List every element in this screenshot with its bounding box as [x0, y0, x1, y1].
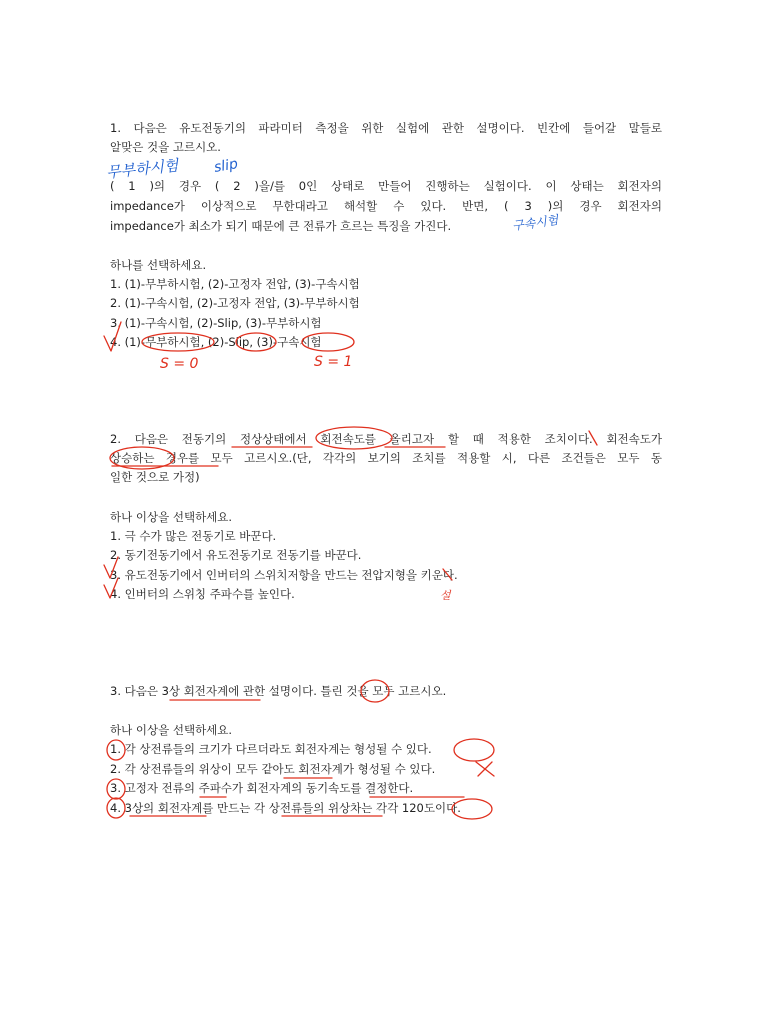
- q1-stem-line-3: ( 1 )의 경우 ( 2 )을/를 0인 상태로 만들어 진행하는 실험이다. 이 상태는 회전자의: [110, 179, 662, 193]
- q1-stem-line-1: 1. 다음은 유도전동기의 파라미터 측정을 위한 실험에 관한 설명이다. 빈칸에 들어갈 말들로: [110, 121, 662, 135]
- q2-stem-line-2: 상승하는 경우를 모두 고르시오.(단, 각각의 보기의 조치를 적용할 시, 다른 조건들은 모두 동: [110, 451, 662, 465]
- q2-stem-line-1: 2. 다음은 전동기의 정상상태에서 회전속도를 올리고자 할 때 적용한 조치이다. 회전속도가: [110, 432, 662, 446]
- handwritten-note-s0: S = 0: [160, 356, 199, 372]
- q2-option-2[interactable]: 2. 동기전동기에서 유도전동기로 전동기를 바꾼다.: [110, 548, 362, 562]
- handwritten-note-noload: 무부하시험: [105, 156, 180, 182]
- q1-option-3[interactable]: 3. (1)-구속시험, (2)-Slip, (3)-무부하시험: [110, 316, 322, 330]
- q2-option-3[interactable]: 3. 유도전동기에서 인버터의 스위치저항을 만드는 전압지형을 키운다.: [110, 568, 458, 582]
- q3-stem-line-1: 3. 다음은 3상 회전자계에 관한 설명이다. 틀린 것을 모두 고르시오.: [110, 684, 447, 698]
- handwritten-note-locked: 구속시험: [511, 212, 560, 234]
- q1-stem-line-4: impedance가 이상적으로 무한대라고 해석할 수 있다. 반면, ( 3 )의 경우 회전자의: [110, 199, 662, 213]
- handwritten-note-slip: slip: [212, 156, 240, 176]
- q1-instruction: 하나를 선택하세요.: [110, 258, 207, 272]
- q3-option-4[interactable]: 4. 3상의 회전자계를 만드는 각 상전류들의 위상차는 각각 120도이다.: [110, 801, 461, 815]
- q3-instruction: 하나 이상을 선택하세요.: [110, 723, 233, 737]
- q2-stem-line-3: 일한 것으로 가정): [110, 470, 200, 484]
- q1-stem-line-5: impedance가 최소가 되기 때문에 큰 전류가 흐르는 특징을 가진다.: [110, 219, 452, 233]
- q2-instruction: 하나 이상을 선택하세요.: [110, 510, 233, 524]
- q2-option-4[interactable]: 4. 인버터의 스위칭 주파수를 높인다.: [110, 587, 295, 601]
- q3-option-2[interactable]: 2. 각 상전류들의 위상이 모두 같아도 회전자계가 형성될 수 있다.: [110, 762, 436, 776]
- q2-option-1[interactable]: 1. 극 수가 많은 전동기로 바꾼다.: [110, 529, 277, 543]
- handwritten-note-s1: S = 1: [314, 354, 353, 370]
- q3-option-1[interactable]: 1. 각 상전류들의 크기가 다르더라도 회전자계는 형성될 수 있다.: [110, 742, 432, 756]
- handwritten-note-q2: 설: [440, 589, 451, 602]
- q1-option-4[interactable]: 4. (1)-무부하시험, (2)-Slip, (3)-구속시험: [110, 335, 322, 349]
- q1-option-2[interactable]: 2. (1)-구속시험, (2)-고정자 전압, (3)-무부하시험: [110, 296, 360, 310]
- q1-option-1[interactable]: 1. (1)-무부하시험, (2)-고정자 전압, (3)-구속시험: [110, 277, 360, 291]
- q3-option-3[interactable]: 3. 고정자 전류의 주파수가 회전자계의 동기속도를 결정한다.: [110, 781, 414, 795]
- q1-stem-line-2: 알맞은 것을 고르시오.: [110, 140, 221, 154]
